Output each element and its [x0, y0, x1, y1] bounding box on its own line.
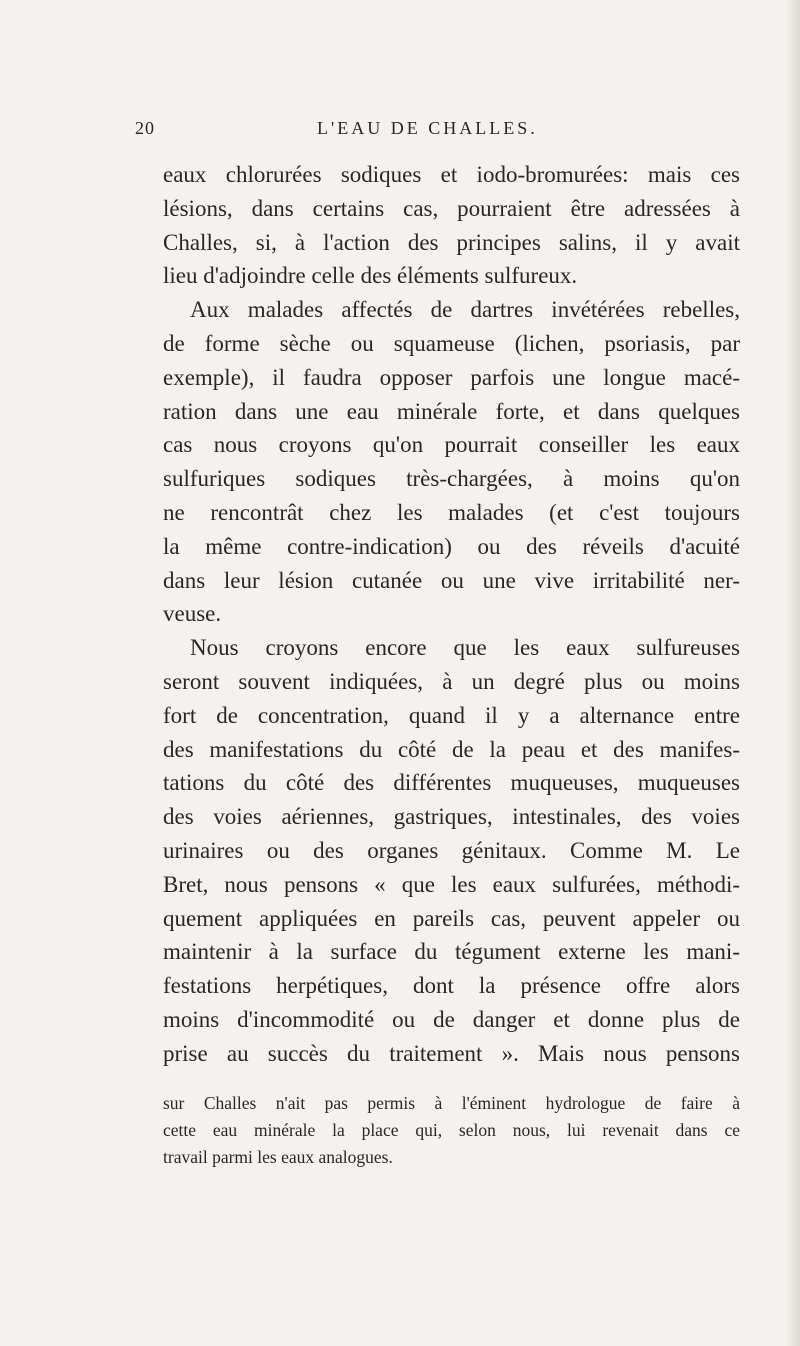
text-line: eaux chlorurées sodiques et iodo-bromurées: mais ces — [163, 162, 740, 187]
footnote-line: cette eau minérale la place qui, selon nous, lui revenait dans ce — [163, 1120, 740, 1140]
text-line: festations herpétiques, dont la présence offre alors — [163, 973, 740, 999]
text-line: Bret, nous pensons « que les eaux sulfurées, méthodi- — [163, 871, 740, 897]
text-line: quement appliquées en pareils cas, peuvent appeler ou — [163, 905, 740, 931]
text-line: exemple), il faudra opposer parfois une longue macé- — [163, 364, 740, 390]
text-line: lieu d'adjoindre celle des éléments sulfureux. — [163, 263, 578, 289]
text-line: des manifestations du côté de la peau et des manifes- — [163, 736, 740, 762]
text-line: cas nous croyons qu'on pourrait conseiller les eaux — [163, 432, 740, 458]
text-line: veuse. — [163, 601, 222, 627]
running-title: L'EAU DE CHALLES. — [317, 118, 538, 138]
text-line: sulfuriques sodiques très-chargées, à moins qu'on — [163, 466, 740, 492]
text-line: Nous croyons encore que les eaux sulfureuses — [190, 635, 740, 661]
text-line: de forme sèche ou squameuse (lichen, psoriasis, par — [163, 330, 740, 356]
text-line: lésions, dans certains cas, pourraient être adressées à — [163, 195, 740, 221]
text-line: moins d'incommodité ou de danger et donne plus de — [163, 1006, 740, 1032]
text-line: ne rencontrât chez les malades (et c'est toujours — [163, 499, 740, 525]
text-line: prise au succès du traitement ». Mais nous pensons — [163, 1040, 740, 1066]
text-line: tations du côté des différentes muqueuses, muqueuses — [163, 770, 740, 796]
text-line: fort de concentration, quand il y a alternance entre — [163, 702, 740, 728]
footnote — [163, 1090, 740, 1171]
text-line: dans leur lésion cutanée ou une vive irritabilité ner- — [163, 567, 740, 593]
footnote-line: travail parmi les eaux analogues. — [163, 1147, 393, 1167]
text-line: des voies aériennes, gastriques, intestinales, des voies — [163, 804, 740, 830]
footnote-line: sur Challes n'ait pas permis à l'éminent hydrologue de faire à — [163, 1093, 740, 1113]
page-number: 20 — [135, 118, 155, 138]
running-header — [0, 118, 800, 142]
text-line: urinaires ou des organes génitaux. Comme M. Le — [163, 837, 740, 863]
text-line: Challes, si, à l'action des principes salins, il y avait — [163, 229, 740, 255]
text-line: Aux malades affectés de dartres invétérées rebelles, — [190, 297, 740, 323]
text-line: ration dans une eau minérale forte, et dans quelques — [163, 398, 740, 424]
main-text — [163, 158, 740, 1071]
text-line: maintenir à la surface du tégument externe les mani- — [163, 939, 740, 965]
text-line: la même contre-indication) ou des réveils d'acuité — [163, 533, 740, 559]
page-edge-shadow — [786, 0, 800, 1346]
text-line: seront souvent indiquées, à un degré plus ou moins — [163, 668, 740, 694]
